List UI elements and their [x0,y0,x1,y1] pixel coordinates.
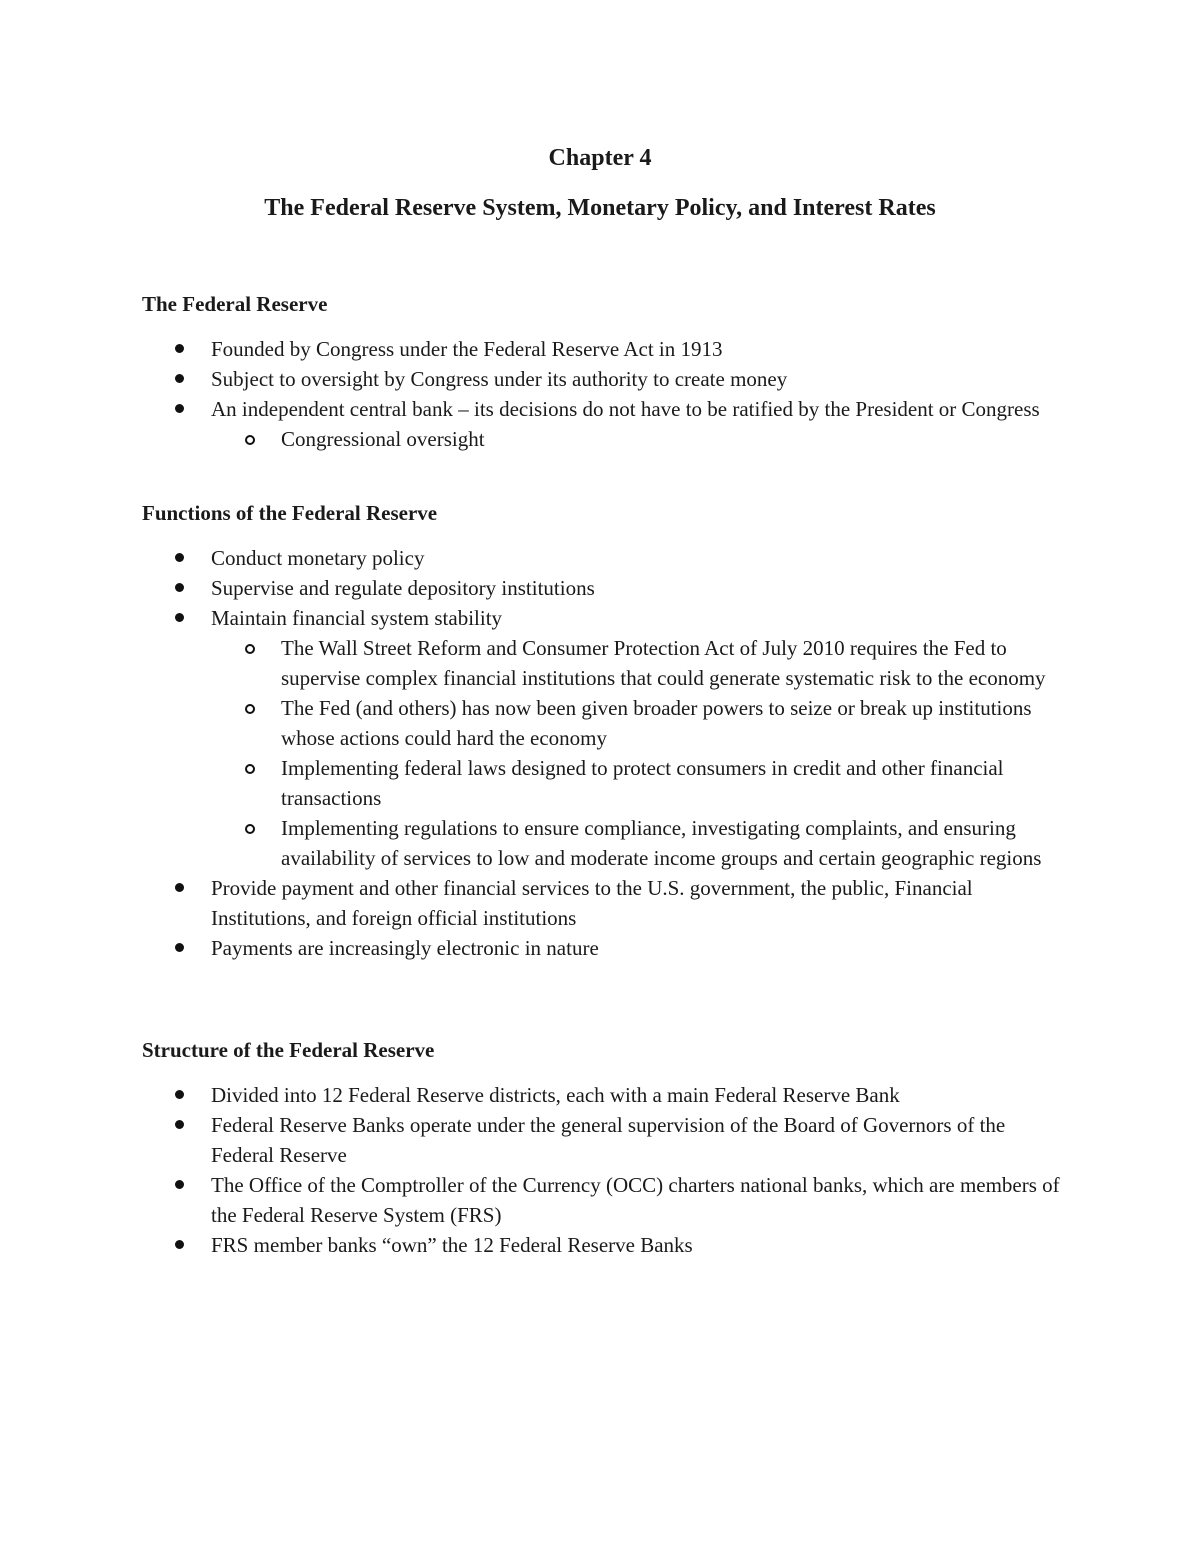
list-item [142,573,1072,603]
section-heading: Functions of the Federal Reserve [142,501,438,525]
sub-bullet-list [211,633,1072,873]
sub-list-item [210,753,1072,813]
bullet-icon [175,344,184,353]
list-item-text: FRS member banks “own” the 12 Federal Reserve Banks [211,1233,693,1257]
bullet-icon [175,553,184,562]
section-heading: The Federal Reserve [142,292,328,316]
bullet-icon [175,613,184,622]
sub-list-item [210,693,1072,753]
list-item [142,873,1072,933]
list-item [142,334,1072,364]
list-item-text: Divided into 12 Federal Reserve districts, each with a main Federal Reserve Bank [211,1083,900,1107]
bullet-icon [175,374,184,383]
list-item-text: Supervise and regulate depository institutions [211,576,595,600]
circle-bullet-icon [245,824,255,834]
list-item [142,1110,1072,1170]
bullet-icon [175,1090,184,1099]
list-item [142,1080,1072,1110]
list-item [142,394,1072,454]
sub-list-item-text: Implementing regulations to ensure compliance, investigating complaints, and ensuring availability of services to low and moderate income groups and certain geographic regions [281,816,1042,870]
list-item-text: The Office of the Comptroller of the Currency (OCC) charters national banks, which are members of the Federal Reserve System (FRS) [211,1173,1060,1227]
circle-bullet-icon [245,435,255,445]
section-functions [142,498,1072,963]
sub-list-item [210,813,1072,873]
sub-list-item-text: The Wall Street Reform and Consumer Protection Act of July 2010 requires the Fed to supervise complex financial institutions that could generate systematic risk to the economy [281,636,1046,690]
chapter-subtitle: The Federal Reserve System, Monetary Policy, and Interest Rates [264,195,936,221]
list-item [142,364,1072,394]
chapter-title: Chapter 4 [548,145,652,171]
circle-bullet-icon [245,644,255,654]
sub-list-item [210,424,1072,454]
list-item [142,543,1072,573]
list-item [142,1170,1072,1230]
bullet-list [142,1080,1072,1260]
list-item-text: Founded by Congress under the Federal Reserve Act in 1913 [211,337,723,361]
list-item-text: Maintain financial system stability [211,606,503,630]
bullet-icon [175,1120,184,1129]
bullet-icon [175,943,184,952]
sub-list-item-text: Implementing federal laws designed to protect consumers in credit and other financial transactions [281,756,1004,810]
bullet-icon [175,1240,184,1249]
section-heading: Structure of the Federal Reserve [142,1038,435,1062]
bullet-icon [175,404,184,413]
sub-bullet-list [211,424,1072,454]
list-item [142,1230,1072,1260]
sub-list-item [210,633,1072,693]
bullet-list [142,334,1072,454]
list-item-text: Payments are increasingly electronic in nature [211,936,599,960]
list-item-text: An independent central bank – its decisions do not have to be ratified by the President or Congress [211,397,1040,421]
bullet-icon [175,1180,184,1189]
sub-list-item-text: The Fed (and others) has now been given broader powers to seize or break up institutions whose actions could hard the economy [281,696,1032,750]
sub-list-item-text: Congressional oversight [281,427,485,451]
bullet-icon [175,883,184,892]
circle-bullet-icon [245,704,255,714]
circle-bullet-icon [245,764,255,774]
bullet-list [142,543,1072,963]
list-item-text: Federal Reserve Banks operate under the general supervision of the Board of Governors of the Federal Reserve [211,1113,1006,1167]
list-item-text: Conduct monetary policy [211,546,425,570]
section-structure [142,1035,1072,1260]
list-item [142,603,1072,873]
list-item-text: Provide payment and other financial services to the U.S. government, the public, Financial Institutions, and foreign official institutions [211,876,973,930]
section-federal-reserve [142,289,1072,454]
list-item-text: Subject to oversight by Congress under its authority to create money [211,367,788,391]
list-item [142,933,1072,963]
bullet-icon [175,583,184,592]
